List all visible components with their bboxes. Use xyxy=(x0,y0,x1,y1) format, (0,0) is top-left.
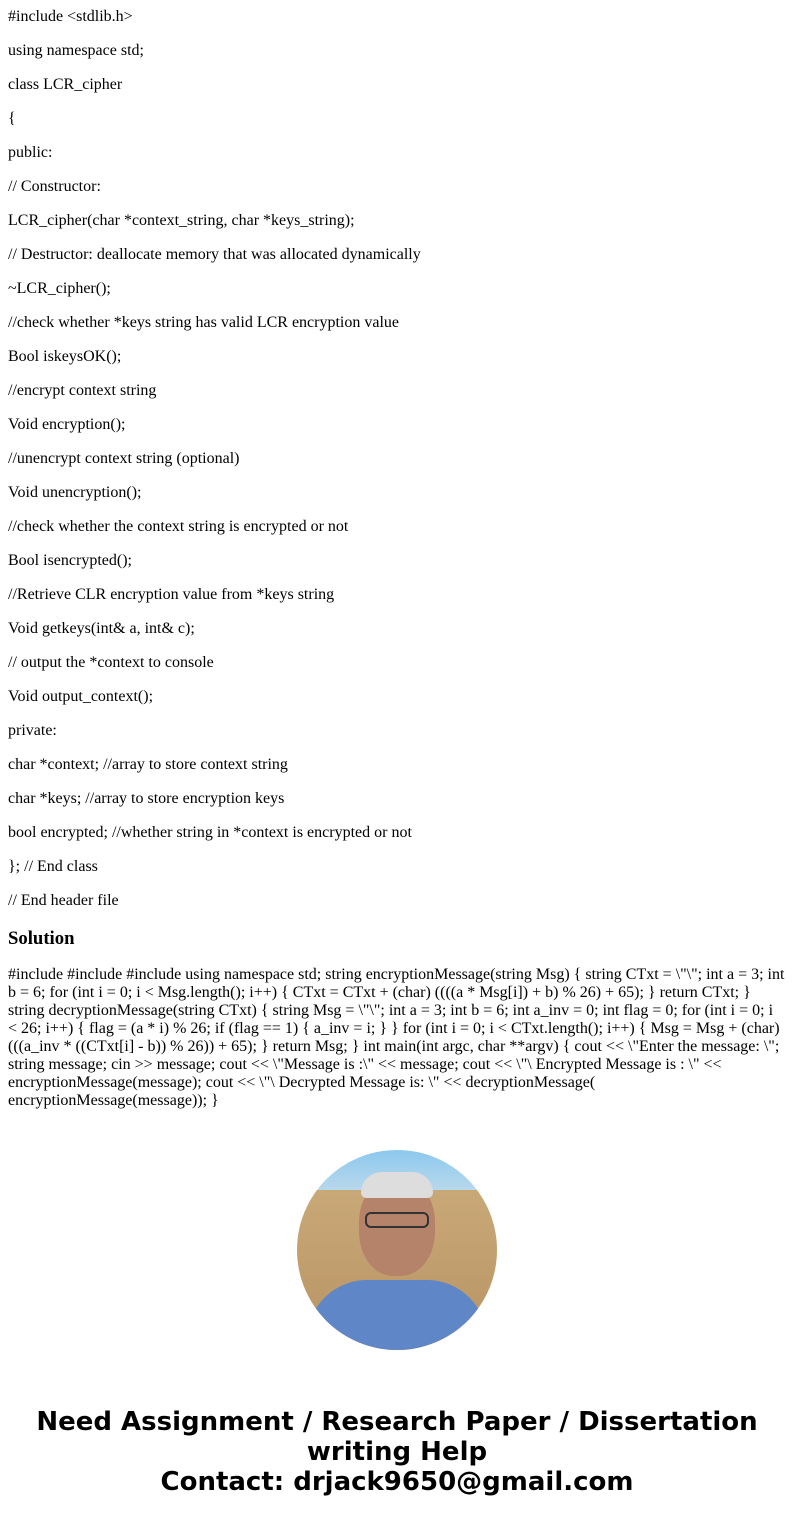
code-line: LCR_cipher(char *context_string, char *keys_string); xyxy=(8,212,355,229)
code-line: bool encrypted; //whether string in *context is encrypted or not xyxy=(8,824,412,841)
code-line: Void encryption(); xyxy=(8,416,126,433)
code-line: // Destructor: deallocate memory that was allocated dynamically xyxy=(8,246,421,263)
code-line: #include <stdlib.h> xyxy=(8,8,133,25)
code-line: //check whether the context string is encrypted or not xyxy=(8,518,349,535)
author-avatar xyxy=(297,1150,497,1350)
code-line: class LCR_cipher xyxy=(8,76,123,93)
solution-text: #include #include #include using namespace std; string encryptionMessage(string Msg) { string CTxt = \"\"; int a = 3; int b = 6; for (int i = 0; i < Msg.length(); i++) { CTxt = CTxt + (char) ((((a * Msg[i]) + b) % 26) + 65); } return CTxt; } string decryptionMessage(string CTxt) { string Msg = \"\"; int a = 3; int b = 6; int a_inv = 0; int flag = 0; for (int i = 0; i < 26; i++) { flag = (a * i) % 26; if (flag == 1) { a_inv = i; } } for (int i = 0; i < CTxt.length(); i++) { Msg = Msg + (char) (((a_inv * ((CTxt[i] - b)) % 26)) + 65); } return Msg; } int main(int argc, char **argv) { cout << \"Enter the message: \"; string message; cin >> message; cout << \"Message is :\" << message; cout << \"\ Encrypted Message is : \" << encryptionMessage(message); cout << \"\ Decrypted Message is: \" << decryptionMessage( encryptionMessage(message)); } xyxy=(8,966,785,1109)
code-line: Bool isencrypted(); xyxy=(8,552,132,569)
cta-line: Need Assignment / Research Paper / Dissertation writing Help xyxy=(36,1407,758,1467)
solution-heading: Solution xyxy=(8,928,75,949)
contact-banner xyxy=(8,1407,786,1497)
code-line: Void getkeys(int& a, int& c); xyxy=(8,620,195,637)
code-line: char *context; //array to store context string xyxy=(8,756,288,773)
code-line: char *keys; //array to store encryption keys xyxy=(8,790,285,807)
code-line: Void output_context(); xyxy=(8,688,154,705)
code-line: using namespace std; xyxy=(8,42,144,59)
code-line: //Retrieve CLR encryption value from *keys string xyxy=(8,586,335,603)
code-line: }; // End class xyxy=(8,858,98,875)
code-line: //check whether *keys string has valid LCR encryption value xyxy=(8,314,400,331)
code-line: // End header file xyxy=(8,892,119,909)
code-line: ~LCR_cipher(); xyxy=(8,280,111,297)
header-code xyxy=(8,8,786,910)
code-line: //encrypt context string xyxy=(8,382,157,399)
cta-contact: Contact: drjack9650@gmail.com xyxy=(160,1467,634,1497)
code-line: Bool iskeysOK(); xyxy=(8,348,122,365)
code-line: private: xyxy=(8,722,57,739)
code-line: Void unencryption(); xyxy=(8,484,142,501)
code-line: { xyxy=(8,110,16,127)
code-line: // output the *context to console xyxy=(8,654,214,671)
code-line: // Constructor: xyxy=(8,178,101,195)
code-line: public: xyxy=(8,144,53,161)
code-line: //unencrypt context string (optional) xyxy=(8,450,240,467)
